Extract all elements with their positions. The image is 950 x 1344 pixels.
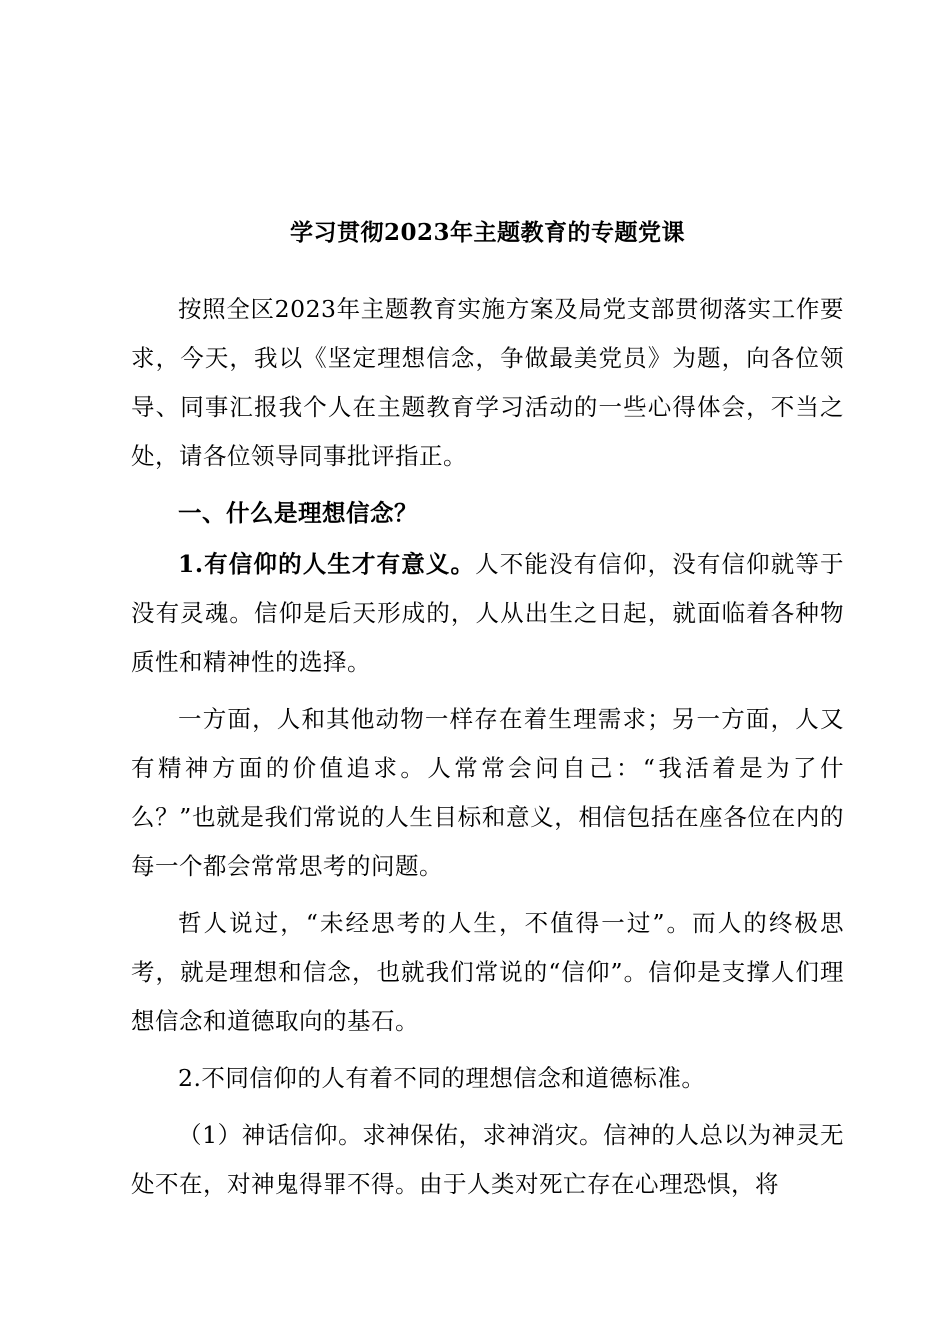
section-heading-1: 一、什么是理想信念？ (178, 499, 418, 527)
philosopher-paragraph: 哲人说过，“未经思考的人生，不值得一过”。而人的终极思考，就是理想和信念，也就我们常说的“信仰”。信仰是支撑人们理想信念和道德取向的基石。 (131, 909, 844, 1035)
point-1-lead: 1.有信仰的人生才有意义。 (178, 550, 476, 578)
point-1-text: 人不能没有信仰，没有信仰就等于没有灵魂。信仰是后天形成的，人从出生之日起，就面临着各种物质性和精神性的选择。 (131, 550, 844, 676)
intro-paragraph: 按照全区2023年主题教育实施方案及局党支部贯彻落实工作要求，今天，我以《坚定理想信念，争做最美党员》为题，向各位领导、同事汇报我个人在主题教育学习活动的一些心得体会，不当之处，请各位领导同事批评指正。 (131, 295, 844, 470)
document-title: 学习贯彻2023年主题教育的专题党课 (289, 219, 685, 246)
point-1-paragraph (131, 540, 844, 687)
point-2-1-paragraph: （1）神话信仰。求神保佑，求神消灾。信神的人总以为神灵无处不在，对神鬼得罪不得。由于人类对死亡存在心理恐惧，将 (131, 1121, 844, 1198)
document-body (131, 205, 844, 1209)
aspect-paragraph: 一方面，人和其他动物一样存在着生理需求；另一方面，人又有精神方面的价值追求。人常常会问自己：“我活着是为了什么？”也就是我们常说的人生目标和意义，相信包括在座各位在内的每一个都会常常思考的问题。 (131, 705, 844, 880)
point-2-paragraph: 2.不同信仰的人有着不同的理想信念和道德标准。 (178, 1064, 706, 1092)
